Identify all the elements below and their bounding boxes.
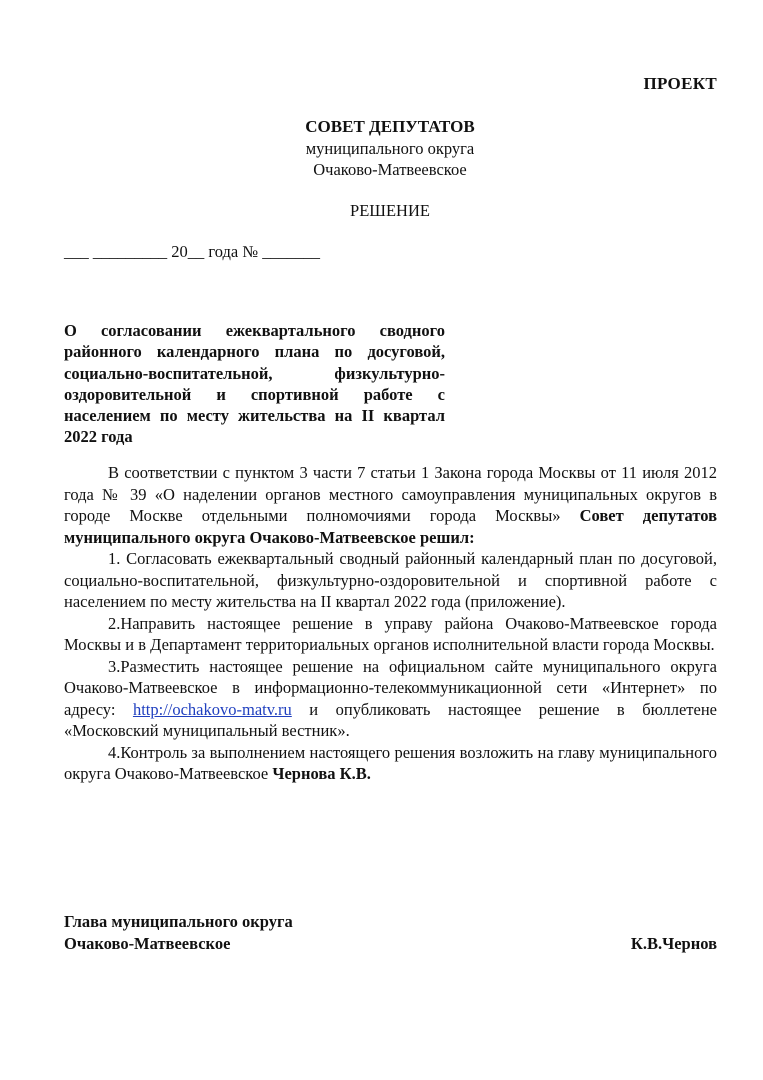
draft-label: ПРОЕКТ bbox=[643, 74, 717, 93]
preamble-paragraph bbox=[64, 462, 717, 548]
item-3-text-end: и опубликовать настоящее решение в бюллетене «Московский муниципальный вестник». bbox=[64, 699, 717, 740]
decision-body bbox=[64, 462, 717, 785]
signature-block bbox=[64, 911, 717, 955]
item-1: 1. Согласовать ежеквартальный сводный районный календарный план по досуговой, социально-воспитательной, физкультурно-оздоровительной и спортивной работе с населением по месту жительства на II квартал 2022 года (приложение). bbox=[64, 549, 717, 611]
item-4-text: 4.Контроль за выполнением настоящего решения возложить на главу муниципального округа Очаково-Матвеевское bbox=[64, 742, 717, 783]
signature-title-line-2: Очаково-Матвеевское bbox=[64, 934, 231, 953]
item-4-responsible: Чернова К.В. bbox=[272, 764, 371, 783]
website-link[interactable]: http://ochakovo-matv.ru bbox=[132, 699, 292, 719]
decision-subject: О согласовании ежеквартального сводного районного календарного плана по досуговой, социально-воспитательной, физкультурно-оздоровительной и спортивной работе с населением по месту жительства на II квартал 2022 года bbox=[64, 321, 445, 447]
district-line-1: муниципального округа bbox=[305, 138, 475, 158]
decision-title: РЕШЕНИЕ bbox=[350, 201, 430, 220]
item-3-text: 3.Разместить настоящее решение на официальном сайте муниципального округа Очаково-Матвеевское в информационно-телекоммуникационной сети «Интернет» по адресу: bbox=[64, 656, 717, 719]
signature-title-line-1: Глава муниципального округа bbox=[64, 912, 293, 931]
preamble-text: В соответствии с пунктом 3 части 7 статьи 1 Закона города Москвы от 11 июля 2012 года № 39 «О наделении органов местного самоуправления муниципальных округов в городе Москве отдельными полномочиями города Москвы» bbox=[64, 463, 717, 525]
preamble-resolution: Совет депутатов муниципального округа Очаково-Матвеевское решил: bbox=[64, 506, 717, 547]
signature-name: К.В.Чернов bbox=[630, 934, 717, 953]
district-line-2: Очаково-Матвеевское bbox=[313, 160, 467, 179]
council-name: СОВЕТ ДЕПУТАТОВ bbox=[305, 117, 475, 136]
item-4 bbox=[64, 742, 717, 785]
item-3 bbox=[64, 656, 717, 742]
date-number-line: ___ _________ 20__ года № _______ bbox=[64, 242, 320, 261]
council-header bbox=[0, 116, 763, 181]
item-2: 2.Направить настоящее решение в управу района Очаково-Матвеевское города Москвы и в Департамент территориальных органов исполнительной власти города Москвы. bbox=[64, 613, 717, 654]
